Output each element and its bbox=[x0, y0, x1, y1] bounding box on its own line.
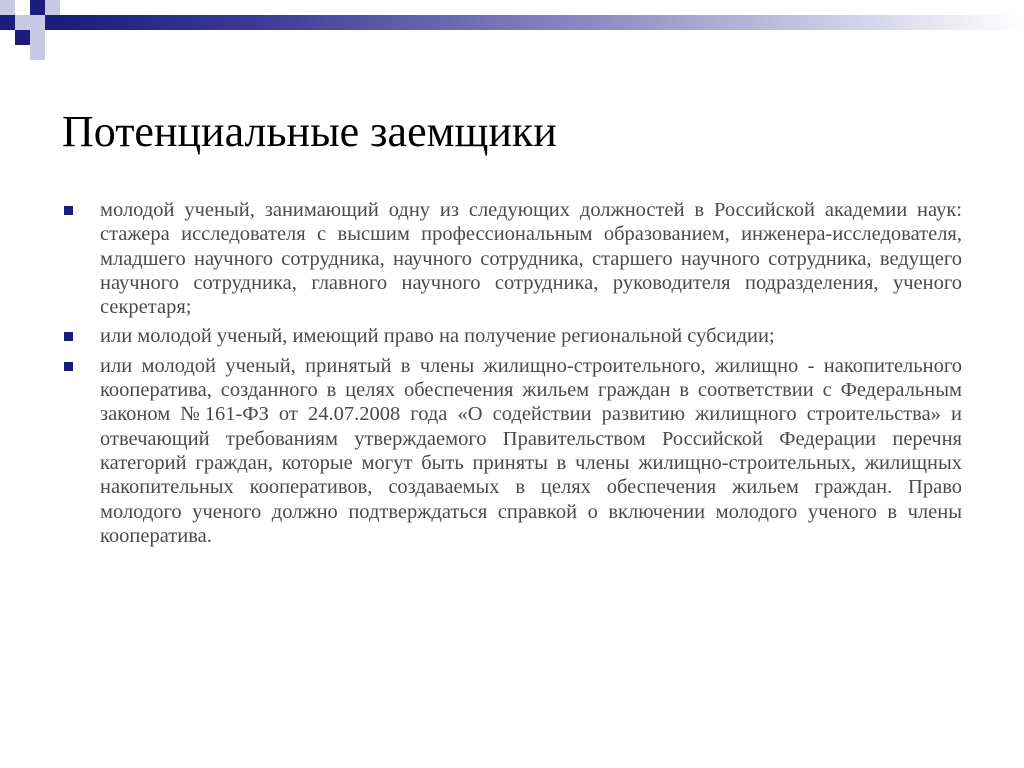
decor-square bbox=[30, 15, 45, 30]
decor-square bbox=[0, 15, 15, 30]
decor-square bbox=[30, 30, 45, 45]
bullet-item bbox=[62, 354, 962, 548]
square-bullet-icon bbox=[64, 362, 73, 371]
bullet-item bbox=[62, 198, 962, 319]
decor-square bbox=[30, 0, 45, 15]
header-gradient-bar bbox=[60, 15, 1024, 30]
bullet-text: молодой ученый, занимающий одну из следующих должностей в Российской академии наук: стажера исследователя с высшим профессиональным образованием, инженера-исследователя, младшего научного сотрудника, научного сотрудника, старшего научного сотрудника, ведущего научного сотрудника, главного научного сотрудника, руководителя подразделения, ученого секретаря; bbox=[100, 199, 962, 319]
slide-title: Потенциальные заемщики bbox=[62, 107, 557, 156]
decor-square bbox=[45, 30, 60, 45]
header-decoration bbox=[0, 0, 1024, 60]
decor-square bbox=[15, 30, 30, 45]
bullet-text: или молодой ученый, имеющий право на получение региональной субсидии; bbox=[100, 325, 775, 348]
decor-square bbox=[0, 0, 15, 15]
bullet-item bbox=[62, 324, 962, 348]
decor-square bbox=[15, 15, 30, 30]
decor-square bbox=[45, 0, 60, 15]
decor-square bbox=[15, 0, 30, 15]
decor-square bbox=[45, 15, 60, 30]
bullet-text: или молодой ученый, принятый в члены жилищно-строительного, жилищно - накопительного кооператива, созданного в целях обеспечения жильем граждан в соответствии с Федеральным законом №161-ФЗ от 24.07.2008 года «О содействии развитию жилищного строительства» и отвечающий требованиям утверждаемого Правительством Российской Федерации перечня категорий граждан, которые могут быть приняты в члены жилищно-строительных, жилищных накопительных кооперативов, создаваемых в целях обеспечения жильем граждан. Право молодого ученого должно подтверждаться справкой о включении молодого ученого в члены кооператива. bbox=[100, 354, 962, 547]
decor-square bbox=[30, 45, 45, 60]
square-bullet-icon bbox=[64, 332, 73, 341]
bullet-list bbox=[62, 198, 962, 553]
square-bullet-icon bbox=[64, 206, 73, 215]
